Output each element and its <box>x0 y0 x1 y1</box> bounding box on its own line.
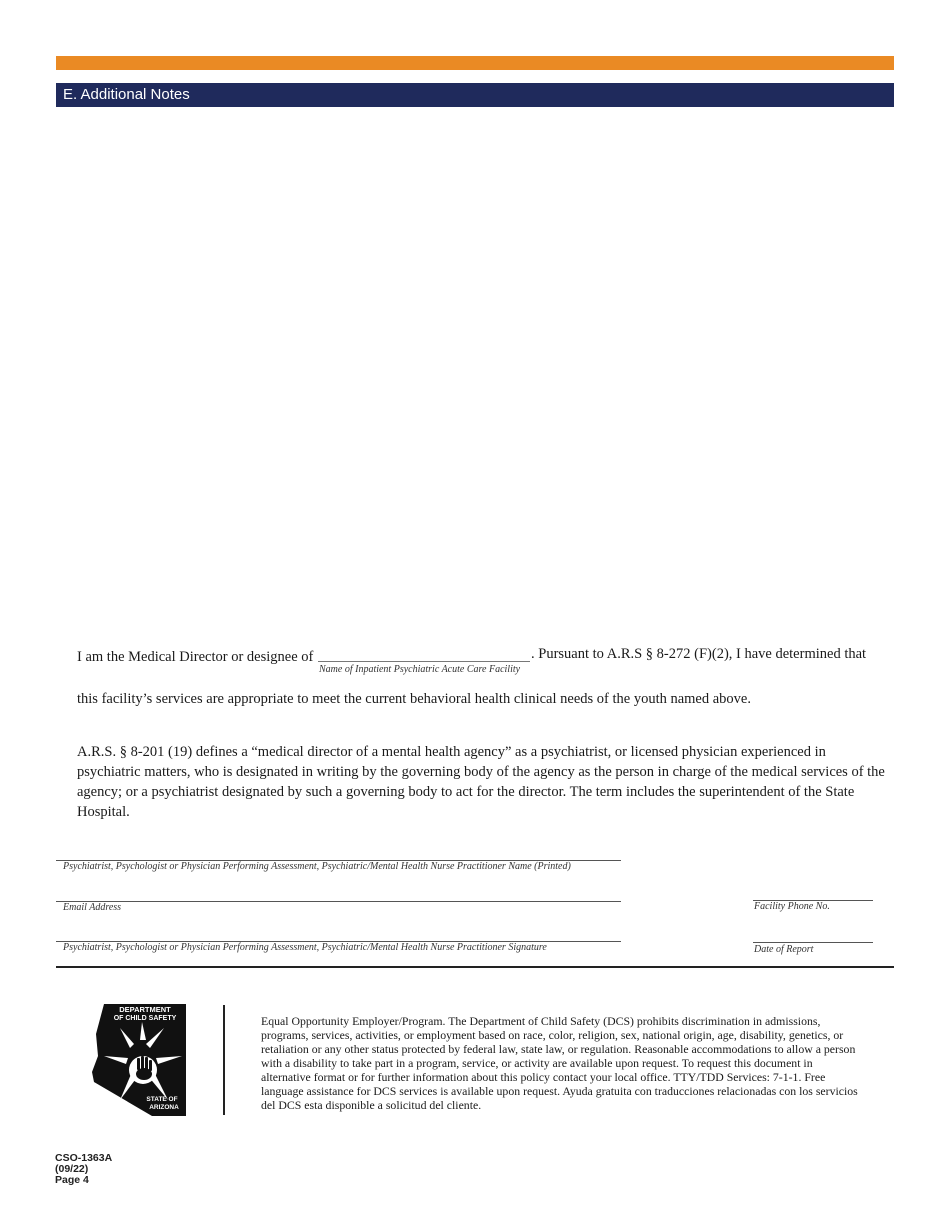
arizona-state-seal-icon <box>90 1004 190 1118</box>
date-of-report-line[interactable] <box>753 942 873 943</box>
page-number: Page 4 <box>55 1174 89 1186</box>
section-header-additional-notes <box>56 83 894 107</box>
form-number: CSO-1363A <box>55 1152 113 1164</box>
attestation-line-2: this facility’s services are appropriate to meet the current behavioral health clinical needs of the youth named above. <box>77 691 751 707</box>
section-title: E. Additional Notes <box>63 86 190 103</box>
signature-caption: Psychiatrist, Psychologist or Physician Performing Assessment, Psychiatric/Mental Health Nurse Practitioner Signature <box>63 942 547 953</box>
footer-divider <box>56 966 894 968</box>
logo-bottom-line-2: ARIZONA <box>149 1104 179 1111</box>
logo-top-line-1: DEPARTMENT <box>119 1005 171 1014</box>
orange-accent-bar <box>56 56 894 70</box>
attestation-lead: I am the Medical Director or designee of <box>77 649 314 665</box>
eeo-statement: Equal Opportunity Employer/Program. The Department of Child Safety (DCS) prohibits discrimination in admissions, programs, services, activities, or employment based on race, color, religion, sex, national origin, age, disability, genetics, or retaliation or any other status protected by federal law, state law, or regulation. Reasonable accommodations to allow a person with a disability to take part in a program, service, or activity are available upon request. To request this document in alternative format or for further information about this policy contact your local office. TTY/TDD Services: 7-1-1. Free language assistance for DCS services is available upon request. Ayuda gratuita con traducciones relacionadas con los servicios del DCS esta disponible a solicitud del cliente. <box>261 1014 858 1112</box>
footer-vertical-separator <box>223 1005 225 1115</box>
logo-bottom-line-1: STATE OF <box>146 1096 178 1103</box>
date-of-report-caption: Date of Report <box>754 944 814 955</box>
form-date: (09/22) <box>55 1163 89 1175</box>
attestation-tail: . Pursuant to A.R.S § 8-272 (F)(2), I have determined that <box>531 646 867 662</box>
name-printed-caption: Psychiatrist, Psychologist or Physician Performing Assessment, Psychiatric/Mental Health Nurse Practitioner Name (Printed) <box>63 861 571 872</box>
logo-top-line-2: OF CHILD SAFETY <box>113 1015 177 1022</box>
definition-paragraph: A.R.S. § 8-201 (19) defines a “medical director of a mental health agency” as a psychiatrist, or licensed physician experienced in psychiatric matters, who is designated in writing by the governing body of the agency as the person in charge of the medical services of the agency; or a psychiatrist designated by such a governing body to act for the director. The term includes the superintendent of the State Hospital. <box>77 744 885 820</box>
facility-phone-caption: Facility Phone No. <box>754 901 830 912</box>
dcs-arizona-logo <box>90 1004 190 1118</box>
facility-name-field[interactable] <box>318 661 530 662</box>
email-caption: Email Address <box>63 902 122 913</box>
facility-name-caption: Name of Inpatient Psychiatric Acute Care Facility <box>319 664 521 675</box>
email-line[interactable] <box>56 901 621 902</box>
additional-notes-area[interactable] <box>56 107 894 632</box>
